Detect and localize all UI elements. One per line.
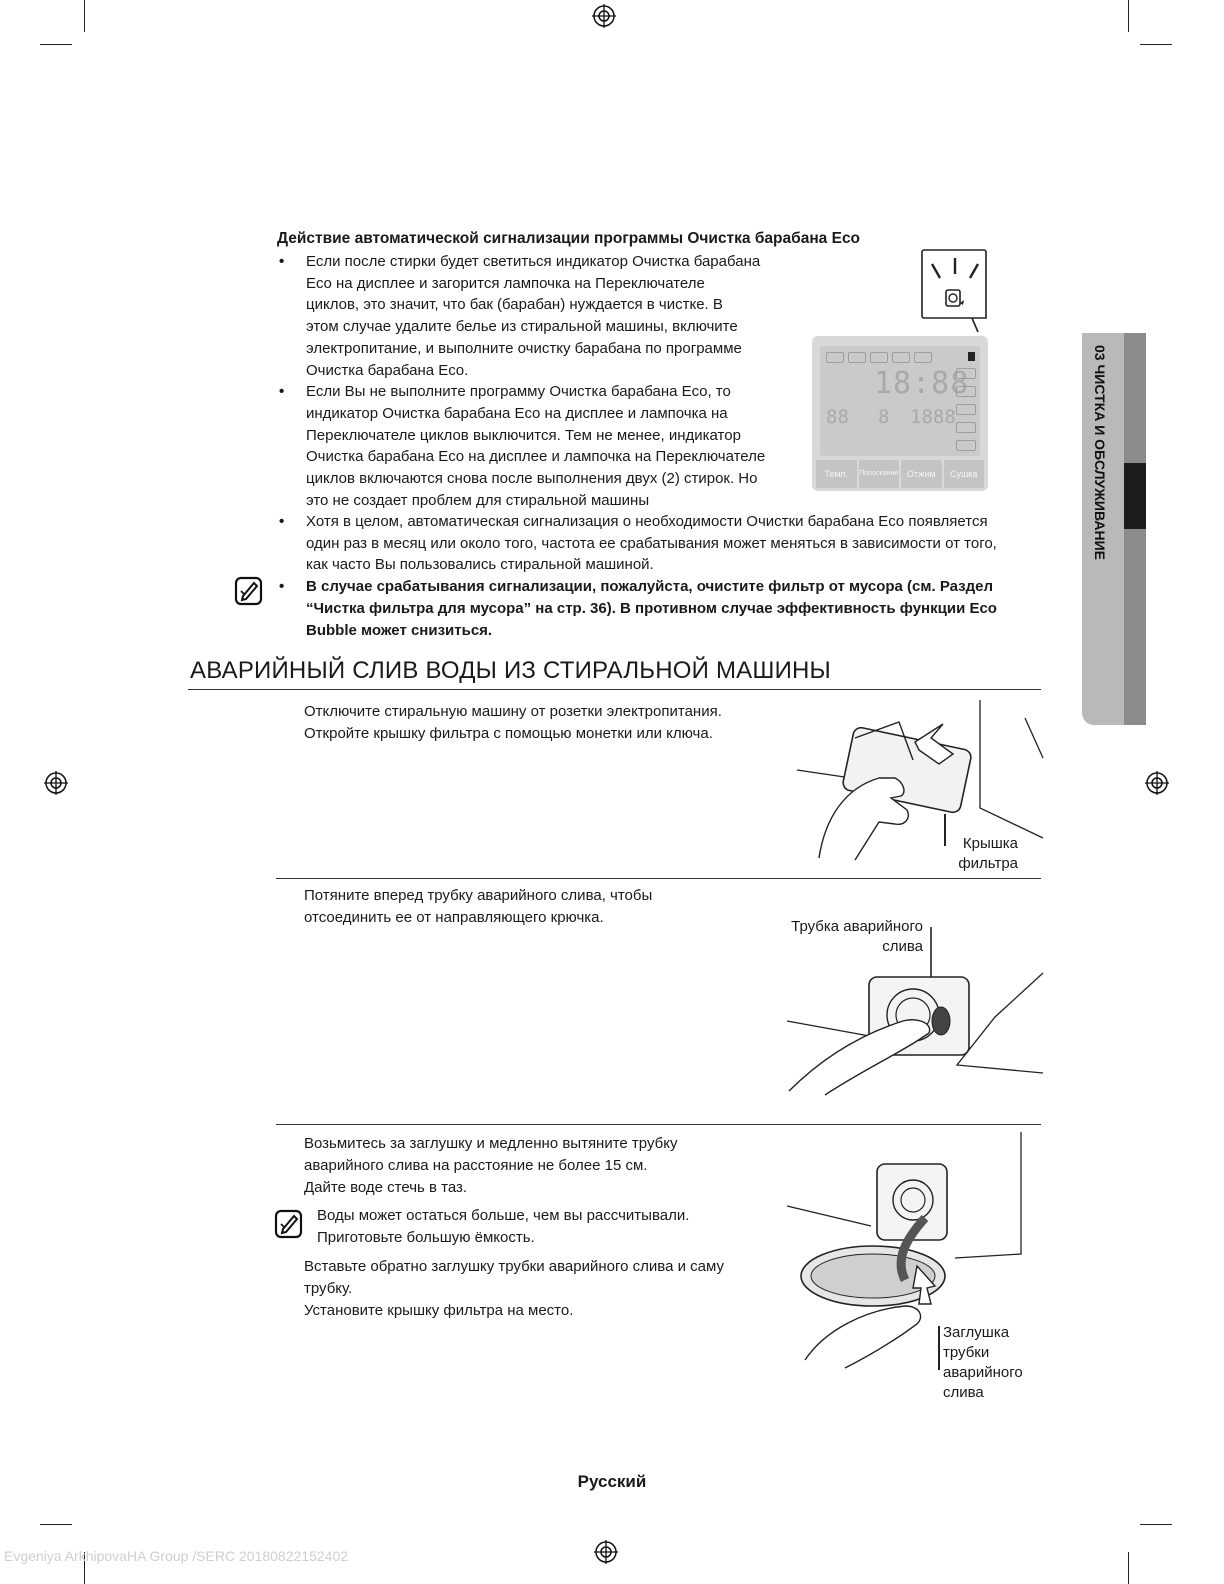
- crop-mark: [1140, 1524, 1172, 1525]
- drain-plug-label: [943, 1323, 1035, 1403]
- crop-mark: [1128, 1552, 1129, 1584]
- panel-indicator-icon: [956, 422, 976, 433]
- step2-text: [304, 885, 652, 929]
- panel-screen: [820, 346, 980, 456]
- registration-mark-icon: [594, 1540, 618, 1564]
- text-line: “Чистка фильтра для мусора” на стр. 36). В противном случае эффективность функции Eco: [306, 599, 997, 617]
- text-line: • Если после стирки будет светиться индикатор Очистка барабана: [306, 253, 761, 270]
- crop-mark: [1128, 0, 1129, 32]
- bullet-item: [277, 381, 797, 511]
- label-line: Заглушка: [943, 1324, 1010, 1341]
- page-heading: АВАРИЙНЫЙ СЛИВ ВОДЫ ИЗ СТИРАЛЬНОЙ МАШИНЫ: [190, 657, 831, 684]
- text-line: циклов включаются снова после выполнения двух (2) стирок. Но: [306, 470, 758, 488]
- spin-button[interactable]: Отжим: [901, 460, 942, 488]
- text-line: один раз в месяц или около того, частота ее срабатывания может меняться в зависимости от того,: [306, 534, 997, 552]
- text-line: • Если Вы не выполните программу Очистка барабана Eco, то: [306, 383, 731, 401]
- text-line: Вставьте обратно заглушку трубки аварийного слива и саму: [304, 1258, 724, 1275]
- control-panel-display: [812, 336, 988, 491]
- panel-main-digits: 18:88: [874, 366, 970, 401]
- eco-drum-indicator-icon: [920, 248, 988, 320]
- crop-mark: [40, 44, 72, 45]
- text-line: Установите крышку фильтра на место.: [304, 1302, 574, 1319]
- panel-indicator-icon: [956, 368, 976, 379]
- panel-icon-row: [826, 352, 936, 362]
- panel-indicator-icon: [892, 352, 910, 363]
- watermark-text: Evgeniya ArkhipovaHA Group /SERC 20180822152402: [4, 1548, 349, 1564]
- section-title: Действие автоматической сигнализации программы Очистка барабана Eco: [277, 230, 861, 247]
- panel-indicator-icon: [870, 352, 888, 363]
- panel-side-indicators: [956, 368, 976, 448]
- bullet-item: [277, 251, 797, 381]
- text-line: этом случае удалите белье из стиральной машины, включите: [306, 318, 738, 336]
- panel-mid-digit: 8: [878, 406, 890, 428]
- eco-bullets-bottom: [277, 511, 1057, 641]
- text-line: аварийного слива на расстояние не более 15 см.: [304, 1157, 648, 1174]
- crop-mark: [40, 1524, 72, 1525]
- step-divider: [276, 878, 1041, 879]
- registration-mark-icon: [44, 771, 68, 795]
- text-line: Воды может остаться больше, чем вы рассчитывали.: [317, 1207, 690, 1224]
- text-line: циклов, это значит, что бак (барабан) нуждается в чистке. В: [306, 296, 723, 314]
- drain-hose-illustration: [785, 925, 1045, 1095]
- text-line: Приготовьте большую ёмкость.: [317, 1229, 535, 1246]
- text-line: Дайте воде стечь в таз.: [304, 1179, 468, 1196]
- text-line: Очистка барабана Eco.: [306, 361, 469, 379]
- text-line: Переключателе циклов выключится. Тем не менее, индикатор: [306, 426, 741, 444]
- heading-rule: [188, 689, 1041, 690]
- chapter-tab-label-wrap: [1084, 345, 1112, 705]
- label-line: слива: [882, 938, 923, 955]
- text-line: Отключите стиральную машину от розетки электропитания.: [304, 703, 722, 720]
- note-bullet: [277, 576, 1057, 641]
- text-line: • В случае срабатывания сигнализации, пожалуйста, очистите фильтр от мусора (см. Раздел: [306, 578, 993, 596]
- bullet-item: [277, 511, 1057, 576]
- eco-drum-lamp-icon: [968, 352, 975, 361]
- text-line: Очистка барабана Eco на дисплее и лампочка на Переключателе: [306, 448, 766, 466]
- page-language: Русский: [577, 1472, 647, 1491]
- step3-note: [317, 1205, 689, 1249]
- text-line: Bubble может снизиться.: [306, 621, 493, 639]
- registration-mark-icon: [1145, 771, 1169, 795]
- step3-text: [304, 1133, 677, 1199]
- chapter-tab-strip: [1124, 333, 1146, 725]
- panel-indicator-icon: [956, 386, 976, 397]
- panel-button-row: [816, 460, 984, 488]
- label-line: трубки: [943, 1344, 990, 1361]
- text-line: как часто Вы пользовались стиральной машиной.: [306, 556, 654, 574]
- panel-indicator-icon: [914, 352, 932, 363]
- chapter-tab-label: 03 ЧИСТКА И ОБСЛУЖИВАНИЕ: [1092, 345, 1108, 560]
- label-line: Трубка аварийного: [791, 918, 923, 935]
- text-line: отсоединить ее от направляющего крючка.: [304, 909, 604, 926]
- dry-button[interactable]: Сушка: [944, 460, 985, 488]
- text-line: Откройте крышку фильтра с помощью монетки или ключа.: [304, 725, 713, 742]
- step1-text: [304, 701, 722, 745]
- panel-indicator-icon: [848, 352, 866, 363]
- temp-button[interactable]: Темп.: [816, 460, 857, 488]
- filter-cover-label: [930, 834, 1018, 874]
- text-line: это не создает проблем для стиральной машины: [306, 491, 650, 509]
- step-divider: [276, 1124, 1041, 1125]
- text-line: • Хотя в целом, автоматическая сигнализация о необходимости Очистки барабана Eco появляется: [306, 513, 988, 530]
- registration-mark-icon: [592, 4, 616, 28]
- text-line: трубку.: [304, 1280, 353, 1297]
- label-line: аварийного: [943, 1364, 1023, 1381]
- text-line: электропитание, и выполните очистку барабана по программе: [306, 339, 742, 357]
- text-line: индикатор Очистка барабана Eco на дисплее и лампочка на: [306, 404, 728, 422]
- eco-bullets-top: [277, 251, 797, 511]
- rinse-button[interactable]: Полоскание: [859, 460, 900, 488]
- text-line: Возьмитесь за заглушку и медленно вытяните трубку: [304, 1135, 678, 1152]
- panel-indicator-icon: [956, 404, 976, 415]
- crop-mark: [1140, 44, 1172, 45]
- panel-indicator-icon: [826, 352, 844, 363]
- text-line: Потяните вперед трубку аварийного слива, чтобы: [304, 887, 653, 904]
- panel-indicator-icon: [956, 440, 976, 451]
- note-icon: [234, 575, 264, 607]
- chapter-tab-marker: [1124, 463, 1146, 529]
- label-line: слива: [943, 1384, 984, 1401]
- panel-right-digits: 1888: [910, 406, 956, 428]
- text-line: Eco на дисплее и загорится лампочка на Переключателе: [306, 274, 705, 292]
- crop-mark: [84, 0, 85, 32]
- note-icon: [274, 1208, 304, 1240]
- label-line: фильтра: [958, 855, 1018, 872]
- step4-text: [304, 1256, 724, 1322]
- panel-left-digits: 88: [826, 406, 849, 428]
- label-line: Крышка: [962, 835, 1018, 852]
